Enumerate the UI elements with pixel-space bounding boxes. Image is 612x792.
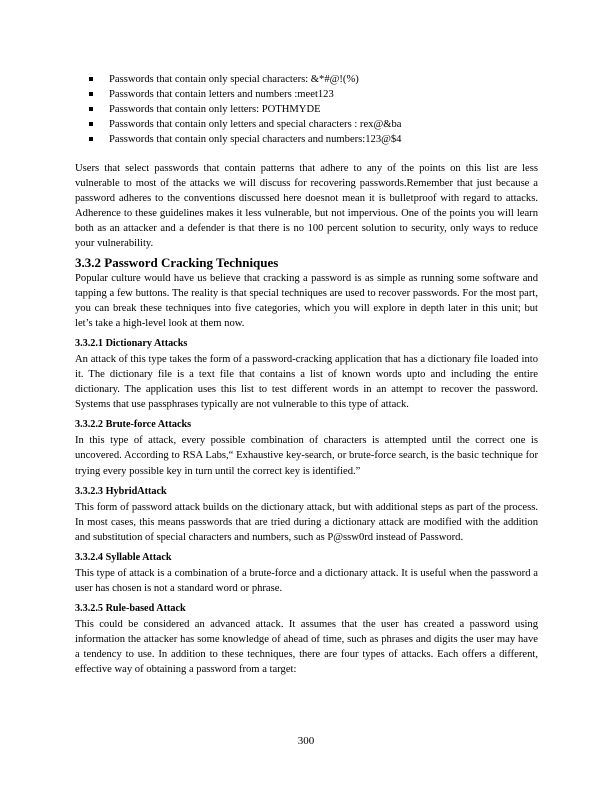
section-intro: Popular culture would have us believe that cracking a password is as simple as running some software and tapping a few buttons. The reality is that special techniques are used to recover passwords. For the most part, you can break these techniques into five categories, which you will explore in depth later in this unit; but let’s take a high-level look at them now. [75,272,538,329]
list-item [75,117,538,132]
subsection-title-syllable: 3.3.2.4 Syllable Attack [75,551,172,563]
password-examples-list [75,72,538,147]
subsection-text-brute-force: In this type of attack, every possible combination of characters is attempted until the correct one is uncovered. According to RSA Labs,“ Exhaustive key-search, or brute-force search, is the basic technique for trying every possible key in turn until the correct key is identified.” [75,435,538,477]
list-item [75,87,538,102]
list-item-text: Passwords that contain only special characters and numbers:123@$4 [109,134,402,145]
bullet-icon [89,77,93,81]
list-item [75,132,538,147]
list-item [75,102,538,117]
subsection-text-rule-based: This could be considered an advanced attack. It assumes that the user has created a password using information the attacker has some knowledge of ahead of time, such as phrases and digits the user may have a tendency to use. In addition to these techniques, there are four types of attacks. Each offers a different, effective way of obtaining a password from a target: [75,619,538,676]
subsection-text-dictionary: An attack of this type takes the form of a password-cracking application that has a dictionary file loaded into it. The dictionary file is a text file that contains a list of known words upto and including the entire dictionary. The application uses this list to test different words in an attempt to recover the password. Systems that use passphrases typically are not vulnerable to this type of attack. [75,353,538,411]
list-item-text: Passwords that contain only special characters: &*#@!(%) [109,74,359,85]
section-title: 3.3.2 Password Cracking Techniques [75,254,279,270]
bullet-icon [89,137,93,141]
subsection-text-syllable: This type of attack is a combination of a brute-force and a dictionary attack. It is useful when the password a user has chosen is not a standard word or phrase. [75,567,538,594]
subsection-title-hybrid: 3.3.2.3 HybridAttack [75,485,167,497]
subsection-title-brute-force: 3.3.2.2 Brute-force Attacks [75,419,192,431]
bullet-icon [89,92,93,96]
list-item-text: Passwords that contain letters and numbers :meet123 [109,89,334,100]
list-item-text: Passwords that contain only letters: POTHMYDE [109,104,321,115]
subsection-text-hybrid: This form of password attack builds on the dictionary attack, but with additional steps as part of the process. In most cases, this means passwords that are tried during a dictionary attack are modified with the addition and substitution of special characters and numbers, such as P@ssw0rd instead of Password. [75,501,538,543]
bullet-icon [89,107,93,111]
list-item [75,72,538,87]
page-number: 300 [297,735,315,747]
subsection-title-rule-based: 3.3.2.5 Rule-based Attack [75,603,186,615]
list-item-text: Passwords that contain only letters and special characters : rex@&ba [109,119,402,130]
page-content [75,72,538,677]
subsection-title-dictionary: 3.3.2.1 Dictionary Attacks [75,337,188,349]
intro-paragraph: Users that select passwords that contain patterns that adhere to any of the points on this list are less vulnerable to most of the attacks we will discuss for recovering passwords.Remember that just because a password adheres to the conventions discussed here doesnot mean it is bulletproof with regard to attacks. Adherence to these guidelines makes it less vulnerable, but not impervious. One of the points you will learn both as an attacker and a defender is that there is no 100 percent solution to security, only ways to reduce your vulnerability. [75,163,538,250]
bullet-icon [89,122,93,126]
